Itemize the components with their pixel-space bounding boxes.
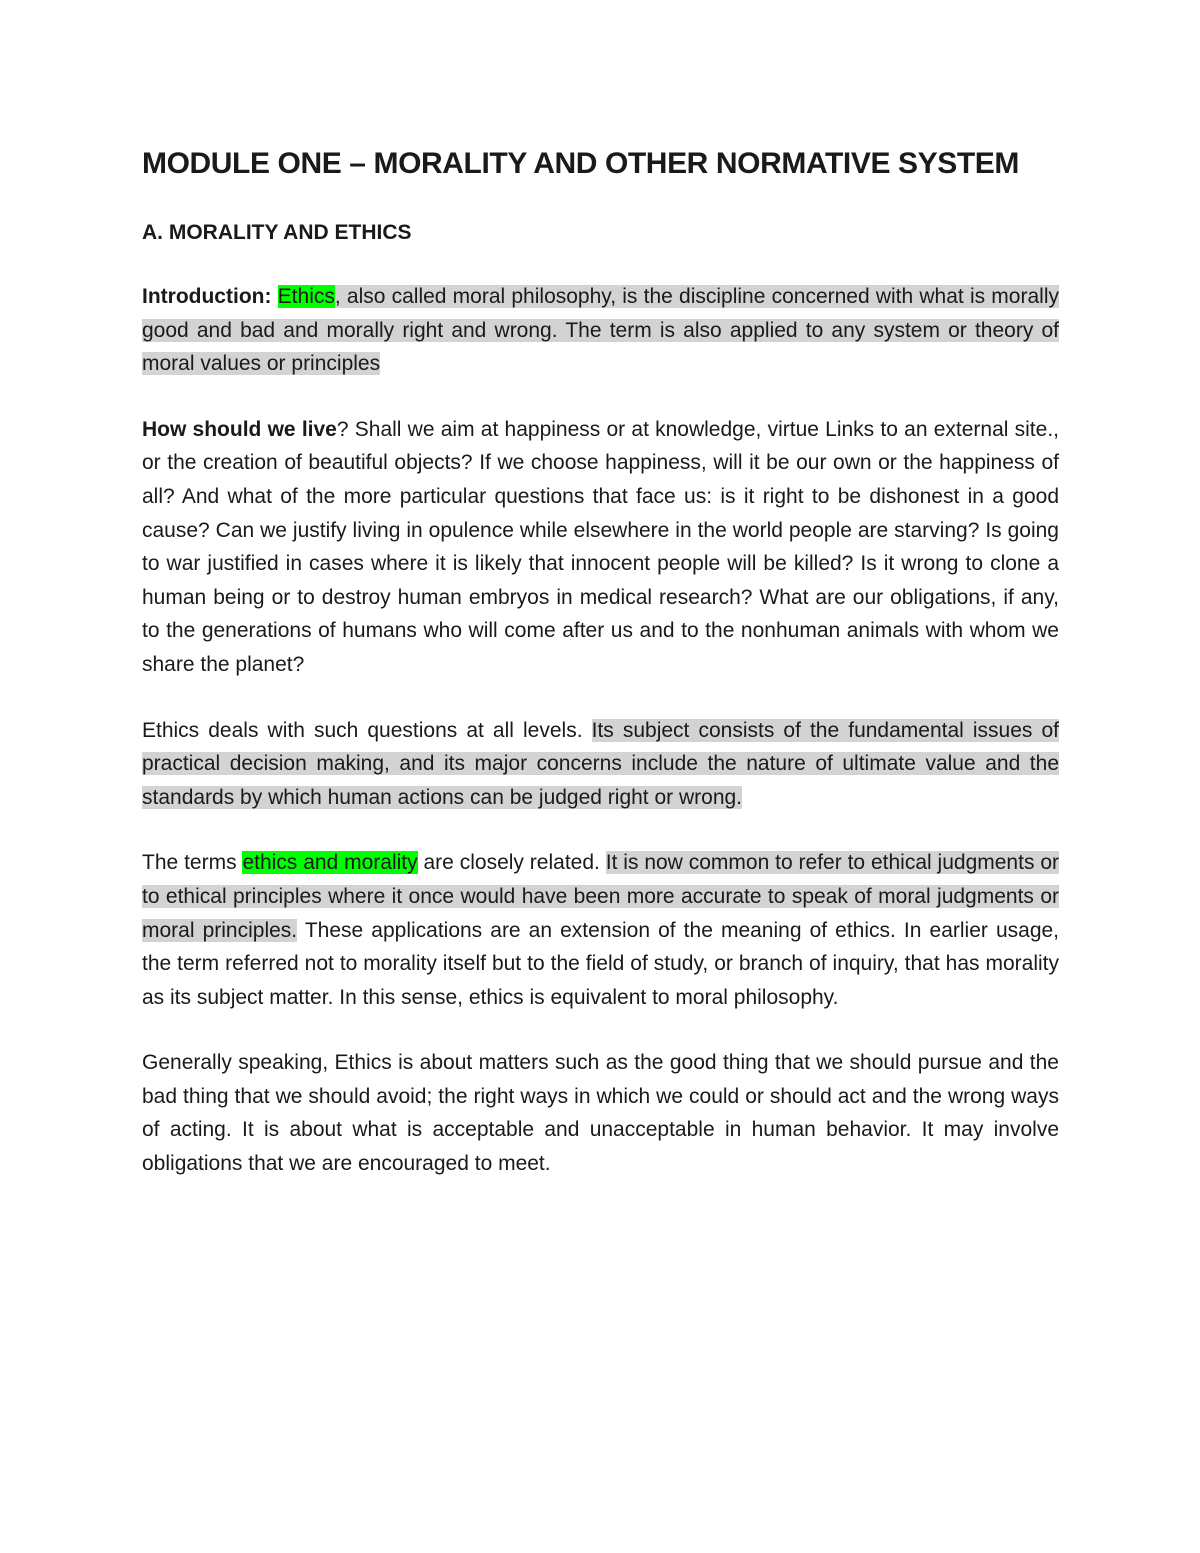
document-page bbox=[142, 140, 1059, 1213]
terms-rest-text: These applications are an extension of the meaning of ethics. In earlier usage, the term referred not to morality itself but to the field of study, or branch of inquiry, that has morality as its subject matter. In this sense, ethics is equivalent to moral philosophy. bbox=[142, 918, 1060, 1009]
section-heading: A. MORALITY AND ETHICS bbox=[142, 221, 412, 244]
intro-lead: Introduction: bbox=[142, 285, 272, 308]
terms-prefix-text: The terms bbox=[142, 851, 243, 875]
terms-highlighted-text: It is now common to refer to ethical judgments or to ethical principles where it once would have been more accurate to speak of moral judgments or moral principles. bbox=[142, 851, 1059, 942]
intro-green-term: Ethics bbox=[277, 285, 335, 308]
intro-paragraph bbox=[142, 280, 1059, 381]
ethics-deals-highlighted-text: Its subject consists of the fundamental issues of practical decision making, and its major concerns include the nature of ultimate value and the standards by which human actions can be judged right or wrong. bbox=[142, 718, 1059, 809]
ethics-deals-paragraph bbox=[142, 714, 1059, 815]
intro-highlighted-text bbox=[142, 285, 1059, 375]
how-live-rest-text: ? Shall we aim at happiness or at knowledge, virtue Links to an external site., or the creation of beautiful objects? If we choose happiness, will it be our own or the happiness of all? And what of the more particular questions that face us: is it right to be dishonest in a good cause? Can we justify living in opulence while elsewhere in the world people are starving? Is going to war justified in cases where it is likely that innocent people will be killed? Is it wrong to clone a human being or to destroy human embryos in medical research? What are our obligations, if any, to the generations of humans who will come after us and to the nonhuman animals with whom we share the planet? bbox=[142, 417, 1059, 676]
terms-green-term: ethics and morality bbox=[242, 851, 418, 875]
how-live-lead: How should we live bbox=[142, 417, 337, 441]
how-should-we-live-paragraph bbox=[142, 413, 1059, 682]
generally-speaking-paragraph: Generally speaking, Ethics is about matters such as the good thing that we should pursue and the bad thing that we should avoid; the right ways in which we could or should act and the wrong ways of acting. It is about what is acceptable and unacceptable in human behavior. It may involve obligations that we are encouraged to meet. bbox=[142, 1051, 1059, 1176]
terms-middle-text: are closely related. bbox=[417, 851, 606, 875]
intro-rest-text: , also called moral philosophy, is the discipline concerned with what is morally good and bad and morally right and wrong. The term is also applied to any system or theory of moral values or principles bbox=[142, 285, 1059, 376]
document-title: MODULE ONE – MORALITY AND OTHER NORMATIVE SYSTEM bbox=[142, 147, 1019, 180]
ethics-deals-plain-text: Ethics deals with such questions at all levels. bbox=[142, 718, 592, 742]
terms-paragraph bbox=[142, 846, 1059, 1014]
